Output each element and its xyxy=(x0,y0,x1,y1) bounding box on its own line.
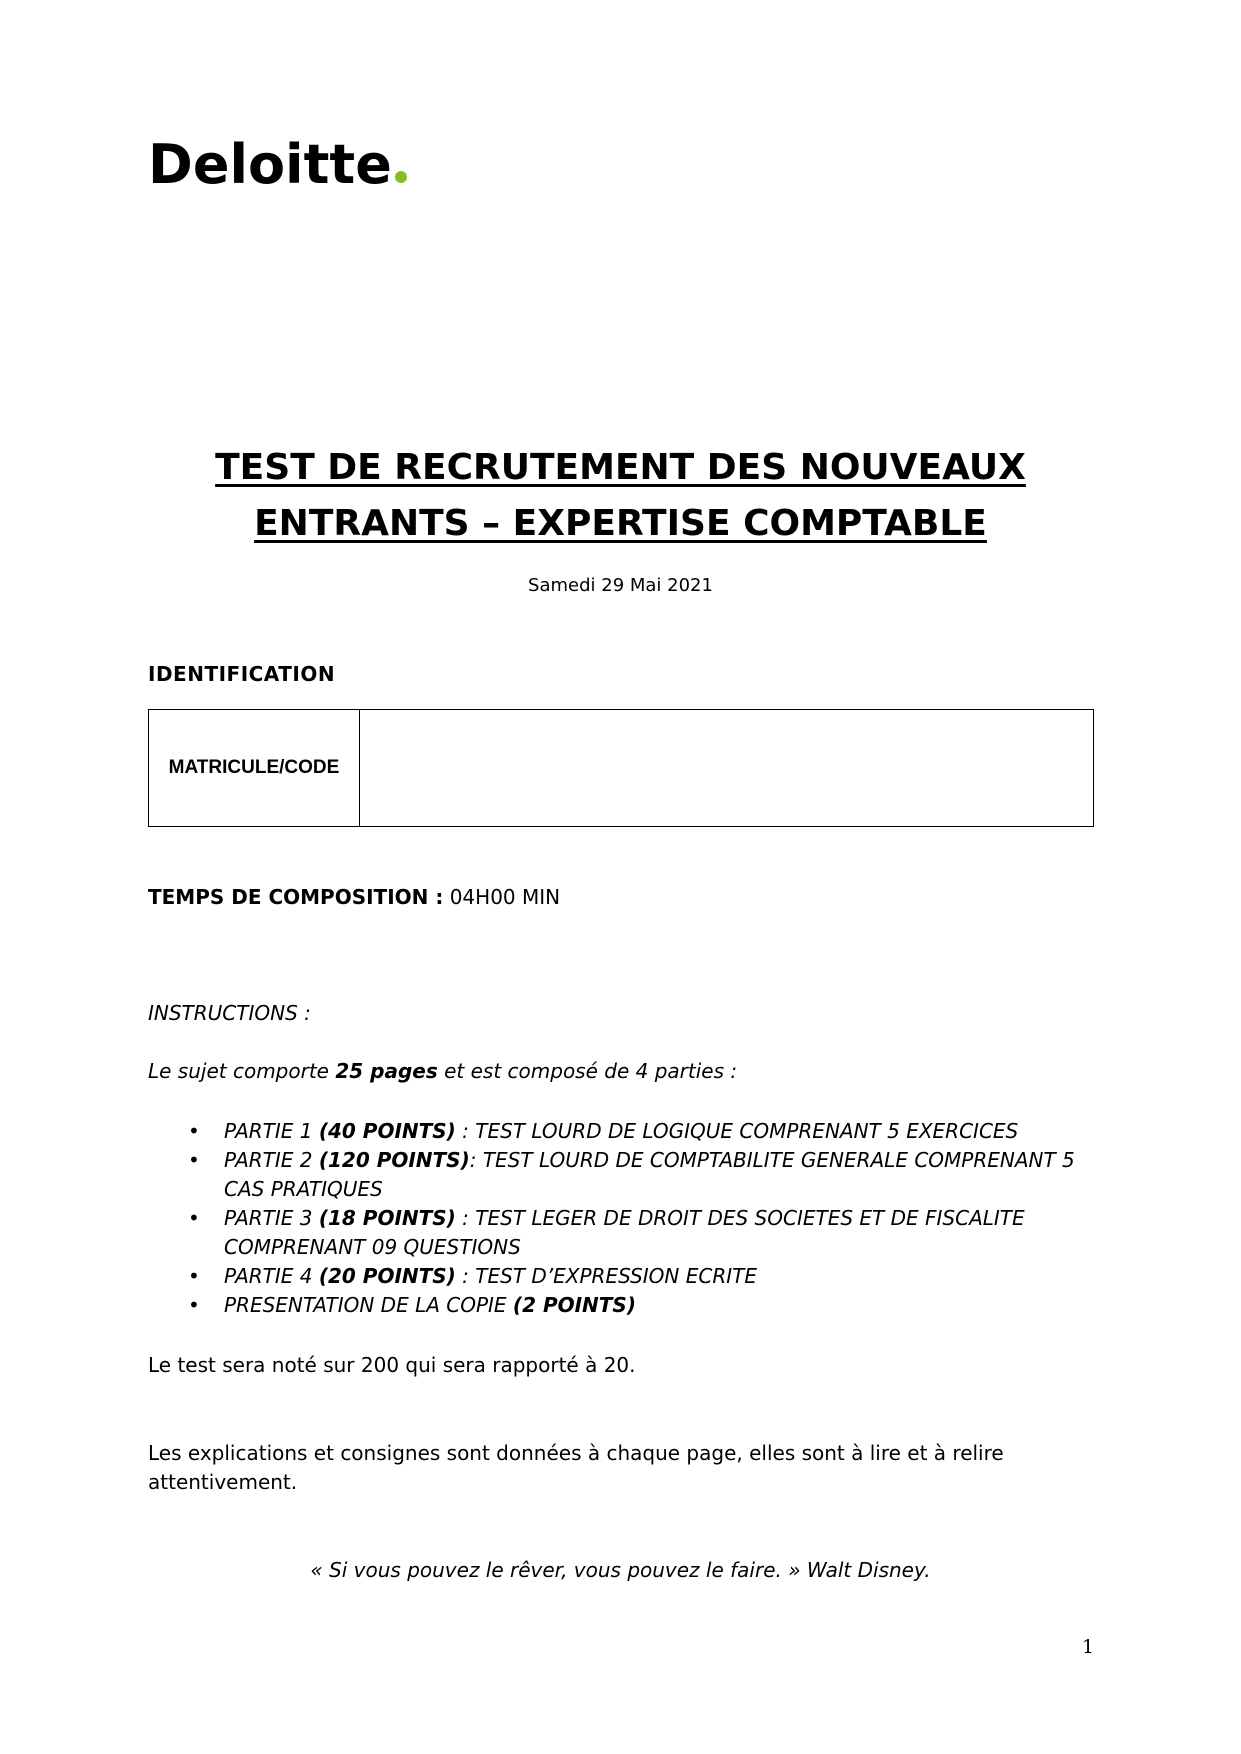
identification-heading: IDENTIFICATION xyxy=(148,662,336,686)
closing-quote: « Si vous pouvez le rêver, vous pouvez le faire. » Walt Disney. xyxy=(310,1558,931,1582)
part-points: (40 POINTS) xyxy=(318,1119,456,1143)
part-description: : TEST LOURD DE LOGIQUE COMPRENANT 5 EXERCICES xyxy=(455,1119,1019,1143)
bullet-icon: • xyxy=(188,1119,200,1143)
parts-list xyxy=(148,1117,1108,1320)
bullet-icon: • xyxy=(188,1264,200,1288)
logo-text: Deloitte xyxy=(148,133,392,196)
part-description: : TEST LOURD DE COMPTABILITE GENERALE COMPRENANT 5 CAS PRATIQUES xyxy=(224,1148,1075,1201)
identification-table xyxy=(148,709,1094,827)
part-label: PARTIE 4 xyxy=(224,1264,313,1288)
bullet-icon: • xyxy=(188,1148,200,1172)
grading-note: Le test sera noté sur 200 qui sera rapporté à 20. xyxy=(148,1353,636,1377)
part-points: (18 POINTS) xyxy=(318,1206,456,1230)
list-item xyxy=(148,1204,1108,1262)
composition-time-value: 04H00 MIN xyxy=(449,885,561,909)
list-item xyxy=(148,1291,1108,1320)
identification-row xyxy=(149,710,1094,827)
exam-date: Samedi 29 Mai 2021 xyxy=(528,575,713,596)
intro-page-count: 25 pages xyxy=(335,1059,438,1083)
list-item xyxy=(148,1117,1108,1146)
composition-time xyxy=(148,885,560,909)
part-description: : TEST D’EXPRESSION ECRITE xyxy=(455,1264,757,1288)
list-item xyxy=(148,1146,1108,1204)
matricule-field[interactable] xyxy=(360,710,1094,827)
matricule-label: MATRICULE/CODE xyxy=(149,710,360,827)
page-number: 1 xyxy=(1082,1636,1095,1658)
part-points: (2 POINTS) xyxy=(512,1293,636,1317)
part-label: PRESENTATION DE LA COPIE xyxy=(224,1293,507,1317)
intro-text-before: Le sujet comporte xyxy=(148,1059,329,1083)
title-line-1: TEST DE RECRUTEMENT DES NOUVEAUX xyxy=(215,447,1026,488)
part-description: : TEST LEGER DE DROIT DES SOCIETES ET DE FISCALITE COMPRENANT 09 QUESTIONS xyxy=(224,1206,1025,1259)
part-label: PARTIE 1 xyxy=(224,1119,313,1143)
intro-text-after: et est composé de 4 parties : xyxy=(444,1059,738,1083)
bullet-icon: • xyxy=(188,1293,200,1317)
explanation-paragraph: Les explications et consignes sont données à chaque page, elles sont à lire et à relire attentivement. xyxy=(148,1441,1004,1494)
instructions-intro xyxy=(148,1059,737,1083)
part-points: (20 POINTS) xyxy=(318,1264,456,1288)
instructions-heading: INSTRUCTIONS : xyxy=(148,1001,311,1025)
title-line-2: ENTRANTS – EXPERTISE COMPTABLE xyxy=(254,503,987,544)
list-item xyxy=(148,1262,1108,1291)
document-title xyxy=(100,440,1141,552)
bullet-icon: • xyxy=(188,1206,200,1230)
part-label: PARTIE 3 xyxy=(224,1206,313,1230)
part-points: (120 POINTS) xyxy=(318,1148,470,1172)
part-label: PARTIE 2 xyxy=(224,1148,313,1172)
composition-time-label: TEMPS DE COMPOSITION : xyxy=(148,885,444,909)
deloitte-logo xyxy=(148,133,407,196)
logo-dot-icon xyxy=(395,171,407,183)
